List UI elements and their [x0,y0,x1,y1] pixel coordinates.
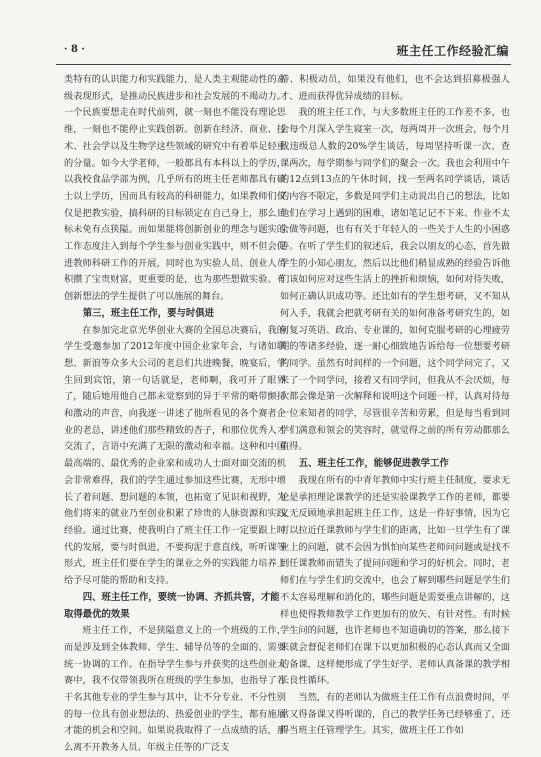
header-rule [56,64,511,65]
left-column [64,72,286,754]
paragraph: 在参加完北京光华创业大赛的全国总决赛后，我的学生受邀参加了2012年度中国企业家年会，与诸如联想、新浪等众多大公司的老总们共进晚餐，晚宴后，学生回到宾馆，第一句话就是，老师啊，我可开了眼界了，随后她用他自己都未觉察到的异于平常的略带颤抖和激动的声音，向我逐一讲述了他所看见的各个赛者企业的老总，讲述他们那些精致的杏子，和那位优秀人才交流了，言语中充满了无限的激动和幸福。这种和中国最高端的、最优秀的企业家和成功人士面对面交流的机会非常难得，我们的学生通过参加这些比赛，无形中增长了着问题、想问题的本领，也拓宽了见识和视野，为他们将来的就业乃至创业积累了珍贵的人脉资源和实践经验。通过比赛，使我明白了班主任工作一定要跟上时代的发展，要与时俱进，不要拘泥于意直线，听听课等形式，班主任们要在学生的课业之外的实践能力培养上给予尽可能的帮助和支持。 [64,324,286,587]
journal-title: 班主任工作经验汇编 [396,44,509,58]
paragraph: 类特有的认识能力和实践能力，是人类主观能动性的高级表现形式，是推动民族进步和社会发展的不竭动力。一个民族要想走在时代前列，就一刻也不能没有理论思维，一刻也不能停止实践创新。创新在经济、商业、技术、社会学以及生物学这些领域的研究中有着举足轻重的分量。如今大学老师，一般都具有本科以上的学历，以我校食品学部为例，几乎所有的班主任老师都具有硕士以上学历，因而具有较高的科研能力，如果教师们仅仅是把教实验，搞科研的目标锁定在自己身上，那么目标未免有点狭隘。而如果能将创新创业的理念与题实的工作态度注入到每个学生参与创业实践中，则不但会促进教师科研工作的开展，同时也为实验人员、创业人员积攒了宝贵财富，更重要的是，也为那些想做实验、有创新想法的学生提供了可以施展的舞台。 [64,74,286,303]
page-header [0,36,541,66]
paragraph: 我现在所有的中青年教师中实行班主任制度，要求无论是承担理论课教学的还是实验课教学工作的老师，都要义无反顾地承担起班主任工作，这是一件好事情，因为它可以拉近任课教师与学生们的距离，比如一旦学生有了课业上的问题，就不会因为惧怕向某些老师问问题或是找不到任课教师而错失了提问问题和学习的好机会。同时，老师们在与学生们的交流中，也会了解到哪些问题是学生们不太容易理解和消化的，哪些问题是需要重点讲解的，这样也使得教师教学工作更加有的放矢、有针对性。有时候学生问的问题，也许老师也不知道确切的答案，那么接下来就会督促老师们在课下以更加积极的心态认真而又全面的备课，这样便形成了学生好学、老师认真备课的教学相长良性循环。 [280,474,510,687]
section-heading-continued: 取得最优的效果 [64,608,130,620]
section-heading: 四、班主任工作，要统一协调、齐抓共管，才能 [82,591,280,603]
section-heading: 五、班主任工作，能够促进教学工作 [298,458,449,470]
paragraph: 持、积极动员，如果没有他们，也不会达到招募极强人才、进而获得优异成绩的目标。 [280,74,510,102]
paragraph: 班主任工作，不是狭隘意义上的一个班级的工作，而是涉及到全体教师、学生、辅导员等的全面的、需要统一协调的工作。在指导学生参与并获奖的这些创业大赛中，我不仅带领我所在班级的学生参加，也指导了若干名其他专业的学生参与其中，让不分专业、不分性别的每一位具有创业想法的、热爱创业的学生，都有施展才能的机会和空间。如果说我取得了一点成绩的话，那么离不开教务人员、年级主任等的广泛支 [64,625,286,754]
section-heading: 第三，班主任工作，要与时俱进 [82,307,215,319]
paragraph: 我的班主任工作，与大多数班主任的工作差不多，也会每个月深入学生寝室一次，每两周开一次班会，每个月找违级总人数的20%学生谈话，每周坚持听课一次、查课两次，每学期参与同学们的聚会一次。我也会利用中午的12点到13点的午休时间，找一至两名同学谈话，谈话的内容不限定，多数是同学们主动说出自己的想法，比如他们在学习上遇到的困难，诸如笔记记不下来、作业不太会做等问题，也有有关于年轻人的一些关于人生的小困惑等。在听了学生们的叙述后，我会以朋友的心态，首先做学生的小知心朋友，然后以比他们稍显成熟的经验告诉他们该如何应对这些生活上的挫折和烦恼，如何对待失败，如何正确认识成功等。还比如有的学生想考研，又不知从何入手，我就会把就考研有关的如何准备考研究生的，如何复习英语、政治、专业课的，如何克服考研的心理疲劳期的等诸多经验，逐一耐心细致地告诉给每一位想要考研的同学。虽然有时间样的一个问题，这个同学问完了，又来了一个同学问，接着又有同学问，但我从不会厌烦，每次都会像是第一次解释和说明这个问题一样，认真对待每一位来知者的同学，尽管很辛苦和劳累，但是每当看到同学们满意和领会的笑容时，就觉得之前的所有劳动都那么值得。 [280,107,510,453]
right-column [280,72,510,740]
page-number: · 8 · [64,44,85,55]
paragraph: 当然，有的老师认为做班主任工作有点浪费时间，平常又得备课又得听课的，自己的教学任务已经够重了，还得当班主任管理学生。其实，做班主任工作如 [280,692,510,737]
